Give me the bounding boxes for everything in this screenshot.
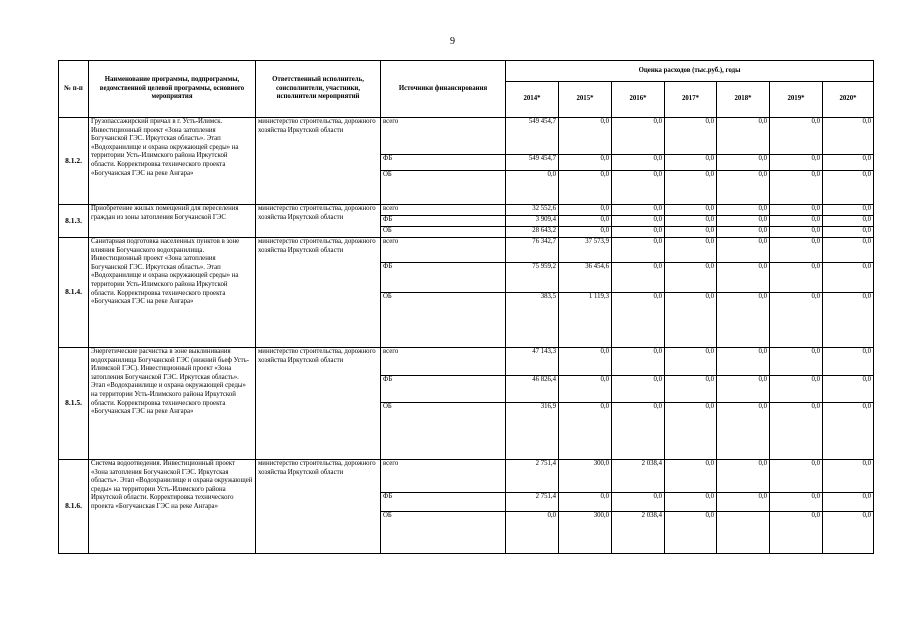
value-cell: 0,0 bbox=[770, 403, 823, 460]
value-cell: 0,0 bbox=[770, 376, 823, 403]
value-cell bbox=[717, 512, 770, 554]
value-cell: 0,0 bbox=[717, 460, 770, 493]
table-row bbox=[59, 118, 874, 155]
value-cell: 0,0 bbox=[559, 155, 612, 171]
funding-source: всего bbox=[381, 348, 506, 376]
value-cell: 316,9 bbox=[506, 403, 559, 460]
value-cell: 32 552,6 bbox=[506, 205, 559, 216]
value-cell: 0,0 bbox=[612, 493, 665, 512]
value-cell: 0,0 bbox=[770, 493, 823, 512]
header-executor: Ответственный исполнитель, соисполнители, участники, исполнители мероприятий bbox=[256, 61, 381, 118]
value-cell: 0,0 bbox=[559, 205, 612, 216]
value-cell: 0,0 bbox=[665, 171, 717, 205]
item-name: Санитарная подготовка населенных пунктов в зоне влияния Богучанского водохранилища. Инвестиционный проект «Зона затопления Богучанской ГЭС. Иркутская область». Этап «Водохранилище и охрана окружающей среды» на территории Усть-Илимского района Иркутской области. Корректировка технического проекта «Богучанская ГЭС на реке Ангара» bbox=[89, 238, 256, 348]
header-estimate: Оценка расходов (тыс.руб.), годы bbox=[506, 61, 874, 82]
header-year: 2020* bbox=[823, 82, 874, 118]
header-num: № п-п bbox=[59, 61, 89, 118]
value-cell: 0,0 bbox=[612, 293, 665, 348]
value-cell: 0,0 bbox=[717, 238, 770, 263]
funding-source: ОБ bbox=[381, 403, 506, 460]
header-name: Наименование программы, подпрограммы, ведомственной целевой программы, основного мероприятия bbox=[89, 61, 256, 118]
value-cell: 0,0 bbox=[770, 238, 823, 263]
item-name: Грузопассажирский причал в г. Усть-Илимск. Инвестиционный проект «Зона затопления Богучанской ГЭС. Иркутская область». Этап «Водохранилище и охрана окружающей среды» на территории Усть-Илимского района Иркутской области. Корректировка технического проекта «Богучанская ГЭС на реке Ангара» bbox=[89, 118, 256, 205]
item-name: Система водоотведения. Инвестиционный проект «Зона затопления Богучанской ГЭС. Иркутская область». Этап «Водохранилище и охрана окружающей среды» на территории Усть-Илимского района Иркутской области. Корректировка технического проекта «Богучанская ГЭС на реке Ангара» bbox=[89, 460, 256, 554]
value-cell: 0,0 bbox=[717, 205, 770, 216]
value-cell: 0,0 bbox=[612, 216, 665, 227]
value-cell: 0,0 bbox=[612, 118, 665, 155]
value-cell: 0,0 bbox=[559, 376, 612, 403]
value-cell: 0,0 bbox=[717, 293, 770, 348]
value-cell: 0,0 bbox=[612, 205, 665, 216]
item-code: 8.1.5. bbox=[59, 348, 89, 460]
value-cell: 0,0 bbox=[665, 293, 717, 348]
value-cell: 0,0 bbox=[770, 227, 823, 238]
value-cell: 0,0 bbox=[559, 493, 612, 512]
value-cell: 0,0 bbox=[717, 171, 770, 205]
value-cell: 0,0 bbox=[823, 493, 874, 512]
value-cell: 2 038,4 bbox=[612, 512, 665, 554]
item-executor: министерство строительства, дорожного хозяйства Иркутской области bbox=[256, 238, 381, 348]
value-cell: 0,0 bbox=[612, 227, 665, 238]
value-cell: 36 454,6 bbox=[559, 263, 612, 293]
value-cell: 0,0 bbox=[665, 376, 717, 403]
value-cell: 2 751,4 bbox=[506, 493, 559, 512]
value-cell: 2 751,4 bbox=[506, 460, 559, 493]
header-year: 2014* bbox=[506, 82, 559, 118]
value-cell: 383,5 bbox=[506, 293, 559, 348]
value-cell: 0,0 bbox=[770, 118, 823, 155]
item-executor: министерство строительства, дорожного хозяйства Иркутской области bbox=[256, 205, 381, 238]
value-cell: 0,0 bbox=[823, 403, 874, 460]
table-row bbox=[59, 348, 874, 376]
value-cell: 0,0 bbox=[665, 460, 717, 493]
value-cell: 0,0 bbox=[665, 403, 717, 460]
value-cell: 0,0 bbox=[823, 348, 874, 376]
value-cell: 0,0 bbox=[823, 263, 874, 293]
item-executor: министерство строительства, дорожного хозяйства Иркутской области bbox=[256, 118, 381, 205]
value-cell: 0,0 bbox=[823, 216, 874, 227]
value-cell: 0,0 bbox=[665, 263, 717, 293]
value-cell: 0,0 bbox=[823, 205, 874, 216]
header-year: 2018* bbox=[717, 82, 770, 118]
value-cell: 0,0 bbox=[665, 512, 717, 554]
value-cell: 549 454,7 bbox=[506, 155, 559, 171]
value-cell: 0,0 bbox=[823, 118, 874, 155]
value-cell: 0,0 bbox=[823, 512, 874, 554]
value-cell: 0,0 bbox=[823, 171, 874, 205]
funding-source: ФБ bbox=[381, 216, 506, 227]
value-cell: 0,0 bbox=[770, 293, 823, 348]
value-cell: 0,0 bbox=[612, 348, 665, 376]
header-year: 2017* bbox=[665, 82, 717, 118]
funding-source: ОБ bbox=[381, 293, 506, 348]
value-cell: 0,0 bbox=[770, 512, 823, 554]
value-cell: 0,0 bbox=[665, 155, 717, 171]
value-cell: 0,0 bbox=[559, 227, 612, 238]
value-cell: 0,0 bbox=[665, 348, 717, 376]
value-cell: 0,0 bbox=[717, 263, 770, 293]
value-cell: 2 038,4 bbox=[612, 460, 665, 493]
value-cell: 0,0 bbox=[770, 348, 823, 376]
value-cell: 0,0 bbox=[717, 376, 770, 403]
table-row bbox=[59, 238, 874, 263]
value-cell: 0,0 bbox=[506, 512, 559, 554]
value-cell: 0,0 bbox=[717, 155, 770, 171]
value-cell: 300,0 bbox=[559, 460, 612, 493]
value-cell: 0,0 bbox=[717, 348, 770, 376]
table-row bbox=[59, 460, 874, 493]
item-code: 8.1.6. bbox=[59, 460, 89, 554]
funding-source: ФБ bbox=[381, 376, 506, 403]
value-cell: 0,0 bbox=[559, 403, 612, 460]
item-name: Приобретение жилых помещений для переселения граждан из зоны затопления Богучанской ГЭС bbox=[89, 205, 256, 238]
header-year: 2015* bbox=[559, 82, 612, 118]
value-cell: 0,0 bbox=[559, 171, 612, 205]
value-cell: 0,0 bbox=[770, 171, 823, 205]
funding-source: ОБ bbox=[381, 171, 506, 205]
item-code: 8.1.2. bbox=[59, 118, 89, 205]
value-cell: 47 143,3 bbox=[506, 348, 559, 376]
item-name: Энергетические расчистка в зоне выклинивания водохранилища Богучанской ГЭС (нижний бьеф Усть-Илимской ГЭС). Инвестиционный проект «Зона затопления Богучанской ГЭС. Иркутская область». Этап «Водохранилище и охрана окружающей среды» на территории Усть-Илимского района Иркутской области. Корректировка технического проекта «Богучанская ГЭС на реке Ангара» bbox=[89, 348, 256, 460]
value-cell: 0,0 bbox=[717, 403, 770, 460]
header-year: 2016* bbox=[612, 82, 665, 118]
value-cell: 300,0 bbox=[559, 512, 612, 554]
funding-source: всего bbox=[381, 460, 506, 493]
value-cell: 0,0 bbox=[823, 376, 874, 403]
value-cell: 0,0 bbox=[717, 118, 770, 155]
value-cell: 75 959,2 bbox=[506, 263, 559, 293]
value-cell: 28 643,2 bbox=[506, 227, 559, 238]
funding-source: ОБ bbox=[381, 512, 506, 554]
value-cell: 0,0 bbox=[612, 171, 665, 205]
funding-source: всего bbox=[381, 118, 506, 155]
value-cell: 37 573,9 bbox=[559, 238, 612, 263]
value-cell: 0,0 bbox=[717, 227, 770, 238]
header-source: Источники финансирования bbox=[381, 61, 506, 118]
value-cell: 0,0 bbox=[559, 118, 612, 155]
item-code: 8.1.4. bbox=[59, 238, 89, 348]
value-cell: 0,0 bbox=[823, 155, 874, 171]
value-cell: 549 454,7 bbox=[506, 118, 559, 155]
funding-source: всего bbox=[381, 238, 506, 263]
header-year: 2019* bbox=[770, 82, 823, 118]
funding-source: ФБ bbox=[381, 493, 506, 512]
value-cell: 0,0 bbox=[665, 493, 717, 512]
value-cell: 0,0 bbox=[506, 171, 559, 205]
value-cell: 0,0 bbox=[665, 205, 717, 216]
table-row bbox=[59, 205, 874, 216]
value-cell: 0,0 bbox=[559, 348, 612, 376]
funding-source: всего bbox=[381, 205, 506, 216]
item-code: 8.1.3. bbox=[59, 205, 89, 238]
value-cell: 0,0 bbox=[665, 227, 717, 238]
value-cell: 0,0 bbox=[770, 205, 823, 216]
value-cell: 0,0 bbox=[717, 216, 770, 227]
value-cell: 0,0 bbox=[612, 403, 665, 460]
value-cell: 0,0 bbox=[665, 118, 717, 155]
value-cell: 0,0 bbox=[612, 376, 665, 403]
value-cell: 0,0 bbox=[770, 155, 823, 171]
value-cell: 0,0 bbox=[823, 460, 874, 493]
value-cell: 0,0 bbox=[717, 493, 770, 512]
value-cell: 0,0 bbox=[823, 227, 874, 238]
value-cell: 0,0 bbox=[612, 238, 665, 263]
value-cell: 0,0 bbox=[770, 216, 823, 227]
value-cell: 0,0 bbox=[770, 263, 823, 293]
funding-source: ФБ bbox=[381, 155, 506, 171]
item-executor: министерство строительства, дорожного хозяйства Иркутской области bbox=[256, 460, 381, 554]
value-cell: 0,0 bbox=[612, 263, 665, 293]
value-cell: 0,0 bbox=[770, 460, 823, 493]
value-cell: 46 826,4 bbox=[506, 376, 559, 403]
value-cell: 76 342,7 bbox=[506, 238, 559, 263]
funding-source: ФБ bbox=[381, 263, 506, 293]
value-cell: 1 119,3 bbox=[559, 293, 612, 348]
value-cell: 0,0 bbox=[823, 293, 874, 348]
value-cell: 0,0 bbox=[665, 216, 717, 227]
value-cell: 0,0 bbox=[823, 238, 874, 263]
funding-source: ОБ bbox=[381, 227, 506, 238]
value-cell: 0,0 bbox=[559, 216, 612, 227]
item-executor: министерство строительства, дорожного хозяйства Иркутской области bbox=[256, 348, 381, 460]
value-cell: 0,0 bbox=[612, 155, 665, 171]
value-cell: 0,0 bbox=[665, 238, 717, 263]
page-number: 9 bbox=[450, 36, 455, 47]
value-cell: 3 909,4 bbox=[506, 216, 559, 227]
budget-table bbox=[58, 60, 874, 554]
